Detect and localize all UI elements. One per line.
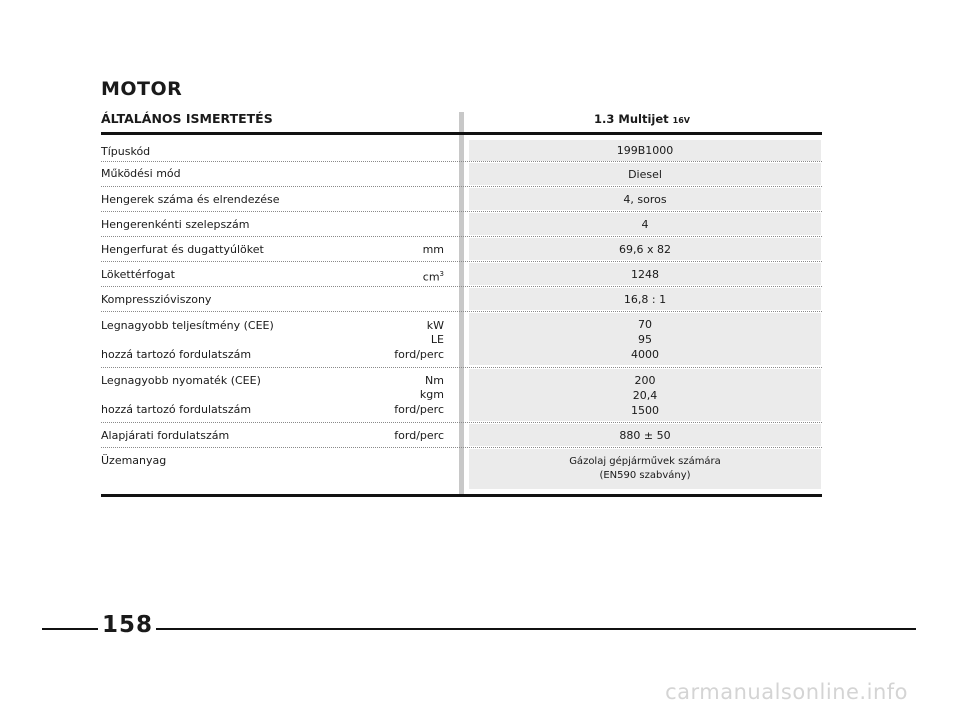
value-text: 1248 xyxy=(631,267,659,281)
value-cell-fuel xyxy=(469,449,821,489)
row-divider xyxy=(101,422,822,423)
row-divider xyxy=(101,447,822,448)
unit-rpm: ford/perc xyxy=(394,403,444,416)
value-text: 16,8 : 1 xyxy=(623,292,667,306)
column-separator xyxy=(459,112,464,495)
label-max-torque: Legnagyobb nyomaték (CEE) xyxy=(101,374,261,387)
engine-valve-suffix: 16V xyxy=(672,116,690,125)
label-max-power: Legnagyobb teljesítmény (CEE) xyxy=(101,319,274,332)
label-compression: Kompresszióviszony xyxy=(101,293,212,306)
value-kgm: 20,4 xyxy=(632,388,658,402)
page-number: 158 xyxy=(102,612,154,638)
unit-kgm: kgm xyxy=(419,388,444,401)
unit-nm: Nm xyxy=(425,374,444,387)
row-divider xyxy=(101,286,822,287)
unit-rpm: ford/perc xyxy=(394,348,444,361)
value-nm: 200 xyxy=(634,373,656,387)
unit-mm: mm xyxy=(422,243,444,256)
value-cell-displacement xyxy=(469,263,821,285)
engine-model: 1.3 Multijet xyxy=(594,112,669,126)
unit-cm3 xyxy=(423,267,444,285)
value-text: 4 xyxy=(641,217,649,231)
row-divider xyxy=(101,211,822,212)
unit-rpm: ford/perc xyxy=(394,429,444,442)
label-idle-speed: Alapjárati fordulatszám xyxy=(101,429,230,442)
table-top-rule xyxy=(101,132,822,135)
value-text: 69,6 x 82 xyxy=(619,242,671,256)
value-text: 199B1000 xyxy=(616,144,674,157)
engine-column-heading xyxy=(462,112,822,126)
value-text: Diesel xyxy=(628,167,662,181)
value-cell-valves xyxy=(469,213,821,235)
label-bore-stroke: Hengerfurat és dugattyúlöket xyxy=(101,243,264,256)
value-cell-operating-mode xyxy=(469,163,821,185)
value-cell-max-torque xyxy=(469,369,821,421)
page-rule-left xyxy=(42,628,98,630)
unit-superscript: 3 xyxy=(439,270,444,278)
value-cell-cylinders xyxy=(469,188,821,210)
value-fuel-standard: (EN590 szabvány) xyxy=(599,470,691,481)
unit-hp: LE xyxy=(430,333,444,346)
row-divider xyxy=(101,367,822,368)
label-fuel: Üzemanyag xyxy=(101,454,167,467)
label-torque-rpm: hozzá tartozó fordulatszám xyxy=(101,403,252,416)
table-bottom-rule xyxy=(101,494,822,497)
label-power-rpm: hozzá tartozó fordulatszám xyxy=(101,348,252,361)
value-cell-compression xyxy=(469,288,821,310)
value-cell-max-power xyxy=(469,313,821,365)
label-cylinders: Hengerek száma és elrendezése xyxy=(101,193,280,206)
label-operating-mode: Működési mód xyxy=(101,167,181,180)
label-valves: Hengerenkénti szelepszám xyxy=(101,218,250,231)
row-divider xyxy=(101,261,822,262)
label-displacement: Lökettérfogat xyxy=(101,268,175,281)
row-divider xyxy=(101,161,822,162)
watermark-text: carmanualsonline.info xyxy=(665,680,908,704)
value-kw: 70 xyxy=(638,317,652,331)
page-rule-right xyxy=(156,628,916,630)
label-type-code: Típuskód xyxy=(101,145,151,158)
value-rpm: 4000 xyxy=(631,347,659,361)
value-hp: 95 xyxy=(638,332,652,346)
unit-kw: kW xyxy=(426,319,444,332)
section-heading: ÁLTALÁNOS ISMERTETÉS xyxy=(101,111,273,126)
row-divider xyxy=(101,236,822,237)
value-cell-idle-speed xyxy=(469,424,821,446)
value-text: 4, soros xyxy=(623,192,667,206)
unit-base: cm xyxy=(422,270,440,284)
value-cell-bore-stroke xyxy=(469,238,821,260)
value-rpm: 1500 xyxy=(631,403,659,417)
value-fuel: Gázolaj gépjárművek számára xyxy=(569,456,721,467)
value-text: 880 ± 50 xyxy=(619,428,671,442)
value-cell-type-code xyxy=(469,140,821,161)
row-divider xyxy=(101,311,822,312)
row-divider xyxy=(101,186,822,187)
page-title: MOTOR xyxy=(101,78,183,100)
